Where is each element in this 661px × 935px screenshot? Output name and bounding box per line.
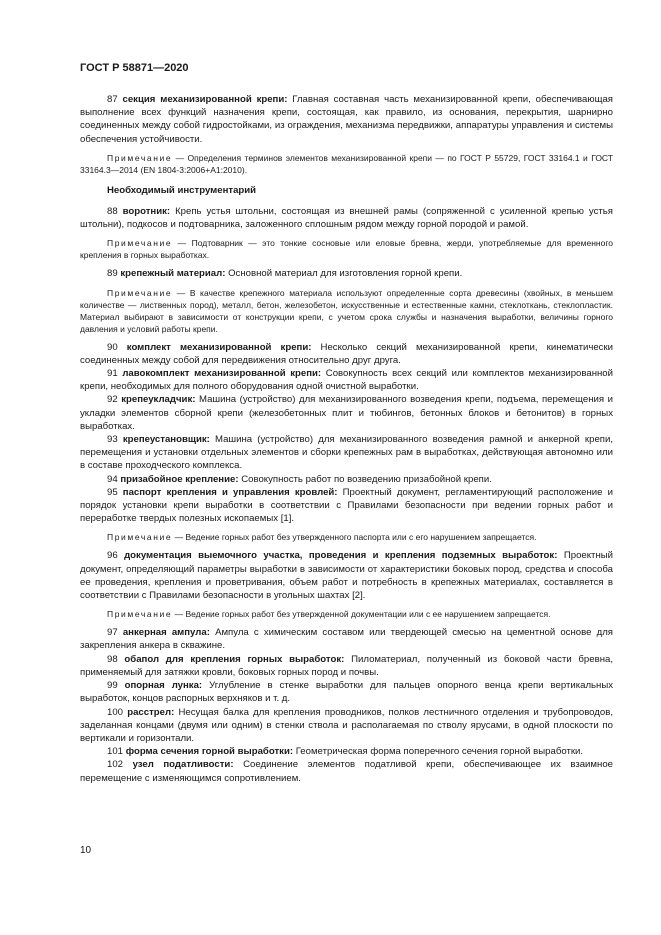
term-93: 93 крепеустановщик: Машина (устройство) для механизированного возведения рамной и анкерной крепи, перемещения и установки отдельных элементов и сборки крепежных рам в выработках, действующая автономно или в составе проходческого комплекса. [80,434,614,472]
term-102: 102 узел податливости: Соединение элементов податливой крепи, обеспечивающее их взаимное перемещение с изменяющимся сопротивлением. [80,759,613,784]
term-title: призабойное крепление: [120,473,239,485]
note-label: Примечание [107,609,173,620]
term-92: 92 крепеукладчик: Машина (устройство) для механизированного возведения крепи, подъема, перемещения и укладки элементов сборной крепи (железобетонных плит и тюбингов, бетонных блоков и бетонитов) в горных выработках. [80,394,613,432]
note-89: Примечание — В качестве крепежного материала используют определенные сорта древесины (хвойных, в меньшем количестве — лиственных пород), металл, бетон, железобетон, искусственные и естественные камни, стеклоткань, стеклопластик. Материал выбирают в зависимости от конструкции крепи, с учетом срока службы и назначения выработки, величины горного давления и условий работы крепи. [80,287,613,334]
term-title: документация выемочного участка, проведения и крепления подземных выработок: [124,550,558,562]
term-97: 97 анкерная ампула: Ампула с химическим составом или твердеющей смесью на цементной основе для закрепления анкера в скважине. [80,627,613,652]
note-label: Примечание [107,152,173,163]
term-title: воротник: [122,206,171,218]
note-88: Примечание — Подтоварник — это тонкие сосновые или еловые бревна, жерди, употребляемые для временного крепления в горных выработках. [80,238,613,261]
term-94: 94 призабойное крепление: Совокупность работ по возведению призабойной крепи. [107,473,492,485]
note-95: Примечание — Ведение горных работ без утвержденного паспорта или с его нарушением запрещается. [107,532,537,543]
note-96: Примечание — Ведение горных работ без утвержденной документации или с ее нарушением запрещается. [107,609,551,620]
term-title: крепеустановщик: [122,434,210,446]
term-95: 95 паспорт крепления и управления кровлей: Проектный документ, регламентирующий расположение и порядок установки крепи выработки в соответствии с Правилами безопасности при ведении горных работ и переработке твердых полезных ископаемых [1]. [80,486,613,525]
term-title: опорная лунка: [124,680,203,692]
term-87: 87 секция механизированной крепи: Главная составная часть механизированной крепи, обеспечивающая выполнение всех функций назначения крепи, состоящая, как правило, из основания, перекрытия, шарнирно соединенных между собой гидростойками, из ограждения, механизма передвижки, аппаратуры управления и системы обеспечения устойчивости. [80,94,613,145]
term-98: 98 обапол для крепления горных выработок: Пиломатериал, полученный из боковой части бревна, применяемый для затяжки кровли, боковых горных пород и почвы. [80,653,613,678]
term-96: 96 документация выемочного участка, проведения и крепления подземных выработок: Проектный документ, определяющий параметры выработки в зависимости от характеристики боковых пород, средства и способа ее проведения, крепления и проветривания, объем работ и потребность в крепежных материалах, составляется в соответствии с Правилами безопасности в угольных шахтах [2]. [80,550,613,602]
term-title: крепежный материал: [120,268,226,280]
note-label: Примечание [107,287,173,298]
term-title: обапол для крепления горных выработок: [124,653,345,665]
note-87: Примечание — Определения терминов элементов механизированной крепи — по ГОСТ Р 55729, ГОСТ 33164.1 и ГОСТ 33164.3—2014 (EN 1804-3:2006+A1:2010). [80,152,613,175]
term-100: 100 расстрел: Несущая балка для крепления проводников, полков лестничного отделения и трубопроводов, заделанная концами (двумя или одним) в стенки ствола и располагаемая по стволу ярусами, в одной плоскости по вертикали и горизонтали. [80,706,613,744]
term-title: расстрел: [127,706,175,718]
term-title: анкерная ампула: [122,627,210,639]
term-89: 89 крепежный материал: Основной материал для изготовления горной крепи. [107,268,463,280]
term-title: секция механизированной крепи: [122,94,288,105]
document-header: ГОСТ Р 58871—2020 [80,62,189,74]
term-title: лавокомплект механизированной крепи: [122,368,322,380]
note-label: Примечание [107,238,173,249]
term-91: 91 лавокомплект механизированной крепи: Совокупность всех секций или комплектов механизированной крепи, необходимых для полного оборудования одной очистной выработки. [80,368,614,393]
term-99: 99 опорная лунка: Углубление в стенке выработки для пальцев опорного венца крепи вертикальных выработок, концов распорных верхняков и т. д. [80,680,614,705]
term-title: комплект механизированной крепи: [126,341,312,353]
term-title: крепеукладчик: [121,394,196,406]
term-90: 90 комплект механизированной крепи: Несколько секций механизированной крепи, кинематически соединенных между собой для передвижения относительно друг друга. [80,341,614,366]
document-body [80,93,613,785]
page-number: 10 [80,845,92,856]
term-101: 101 форма сечения горной выработки: Геометрическая форма поперечного сечения горной выработки. [107,746,584,758]
note-label: Примечание [107,532,173,543]
term-88: 88 воротник: Крепь устья штольни, состоящая из внешней рамы (сопряженной с усиленной крепью устья штольни), подкосов и подтоварника, заложенного сплошным рядом между горной породой и рамой. [80,206,613,231]
term-title: паспорт крепления и управления кровлей: [122,486,338,498]
section-subheading: Необходимый инструментарий [107,184,257,196]
term-title: узел податливости: [132,759,234,771]
term-title: форма сечения горной выработки: [125,746,294,758]
